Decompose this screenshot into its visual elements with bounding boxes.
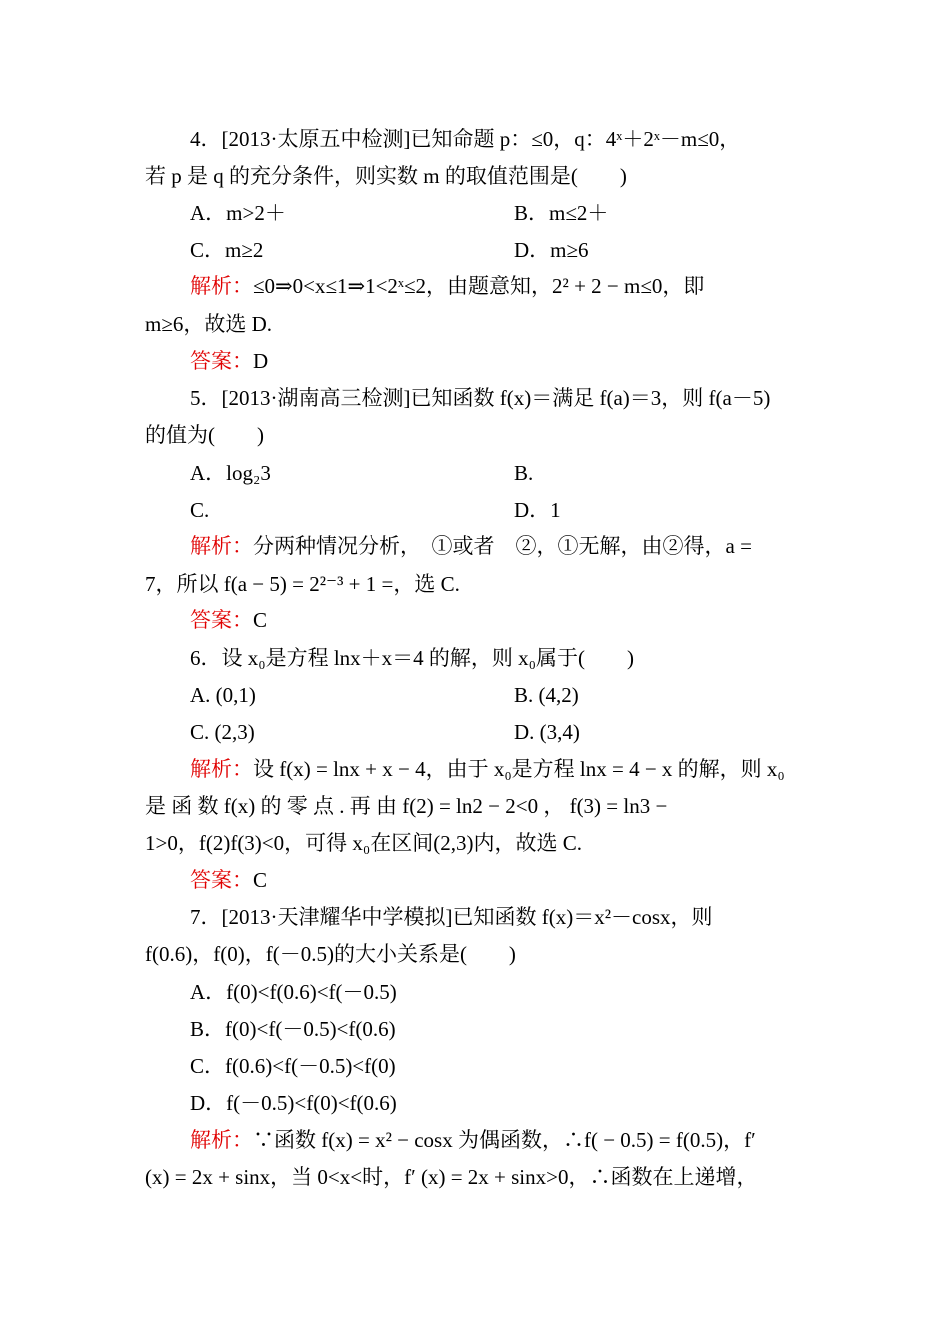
solution-text: ≤0⇒0<x≤1⇒1<2ˣ≤2，由题意知，2² + 2 − m≤0，即 — [253, 274, 705, 298]
q7-option-a: A．f(0)<f(0.6)<f(－0.5) — [190, 980, 397, 1004]
q5-answer — [190, 607, 267, 633]
q5-option-d: D．1 — [514, 498, 561, 522]
q6-option-c: C. (2,3) — [190, 720, 255, 744]
solution-label: 解析： — [190, 1128, 253, 1152]
q6-answer — [190, 867, 267, 893]
q7-option-d: D．f(－0.5)<f(0)<f(0.6) — [190, 1091, 397, 1115]
q6-solution-line3: 1>0，f(2)f(3)<0，可得 x₀在区间(2,3)内，故选 C. — [145, 831, 582, 855]
answer-value: C — [253, 608, 268, 632]
q4-option-d: D．m≥6 — [514, 238, 589, 262]
solution-text: 设 f(x) = lnx + x − 4，由于 x₀是方程 lnx = 4 − x 的解，则 x₀ — [253, 757, 785, 781]
q4-solution-line2: m≥6，故选 D. — [145, 312, 273, 336]
solution-label: 解析： — [190, 274, 253, 298]
q4-stem-line2: 若 p 是 q 的充分条件，则实数 m 的取值范围是( ) — [145, 164, 627, 188]
q4-option-b: B．m≤2＋ — [514, 201, 609, 225]
solution-text: 分两种情况分析， ①或者 ②，①无解，由②得，a = — [253, 534, 752, 558]
q7-solution-line2: (x) = 2x + sinx，当 0<x<时，f′ (x) = 2x + sinx>0，∴函数在上递增， — [145, 1165, 758, 1189]
answer-label: 答案： — [190, 608, 253, 632]
answer-label: 答案： — [190, 868, 253, 892]
solution-text: ∵函数 f(x) = x² − cosx 为偶函数，∴f( − 0.5) = f(0.5)，f′ — [253, 1128, 756, 1152]
q7-stem-line2: f(0.6)，f(0)，f(－0.5)的大小关系是( ) — [145, 942, 516, 966]
q5-stem-line2: 的值为( ) — [145, 423, 264, 447]
q4-solution-line1 — [190, 273, 704, 299]
q5-option-a: A．log₂3 — [190, 461, 271, 485]
q5-option-b: B. — [514, 461, 534, 485]
answer-value: D — [253, 349, 269, 373]
q6-stem-line1: 6．设 x₀是方程 lnx＋x＝4 的解，则 x₀属于( ) — [190, 646, 634, 670]
q5-stem-line1: 5．[2013·湖南高三检测]已知函数 f(x)＝满足 f(a)＝3，则 f(a－5) — [190, 386, 771, 410]
q4-option-c: C．m≥2 — [190, 238, 264, 262]
q6-option-d: D. (3,4) — [514, 720, 580, 744]
q5-solution-line1 — [190, 533, 752, 559]
solution-label: 解析： — [190, 757, 253, 781]
q5-solution-line2: 7，所以 f(a − 5) = 2²⁻³ + 1 =，选 C. — [145, 572, 460, 596]
q6-solution-line2: 是 函 数 f(x) 的 零 点 . 再 由 f(2) = ln2 − 2<0 ， f(3) = ln3 − — [145, 794, 668, 818]
answer-label: 答案： — [190, 349, 253, 373]
q6-option-a: A. (0,1) — [190, 683, 256, 707]
q7-solution-line1 — [190, 1127, 756, 1153]
solution-label: 解析： — [190, 534, 253, 558]
answer-value: C — [253, 868, 268, 892]
q6-solution-line1 — [190, 756, 785, 782]
q7-option-b: B．f(0)<f(－0.5)<f(0.6) — [190, 1017, 396, 1041]
q4-stem-line1: 4．[2013·太原五中检测]已知命题 p：≤0，q：4ˣ＋2ˣ－m≤0， — [190, 127, 741, 151]
q5-option-c: C. — [190, 498, 210, 522]
q6-option-b: B. (4,2) — [514, 683, 579, 707]
q4-answer — [190, 348, 268, 374]
q7-option-c: C．f(0.6)<f(－0.5)<f(0) — [190, 1054, 396, 1078]
q7-stem-line1: 7．[2013·天津耀华中学模拟]已知函数 f(x)＝x²－cosx，则 — [190, 905, 713, 929]
q4-option-a: A．m>2＋ — [190, 201, 286, 225]
